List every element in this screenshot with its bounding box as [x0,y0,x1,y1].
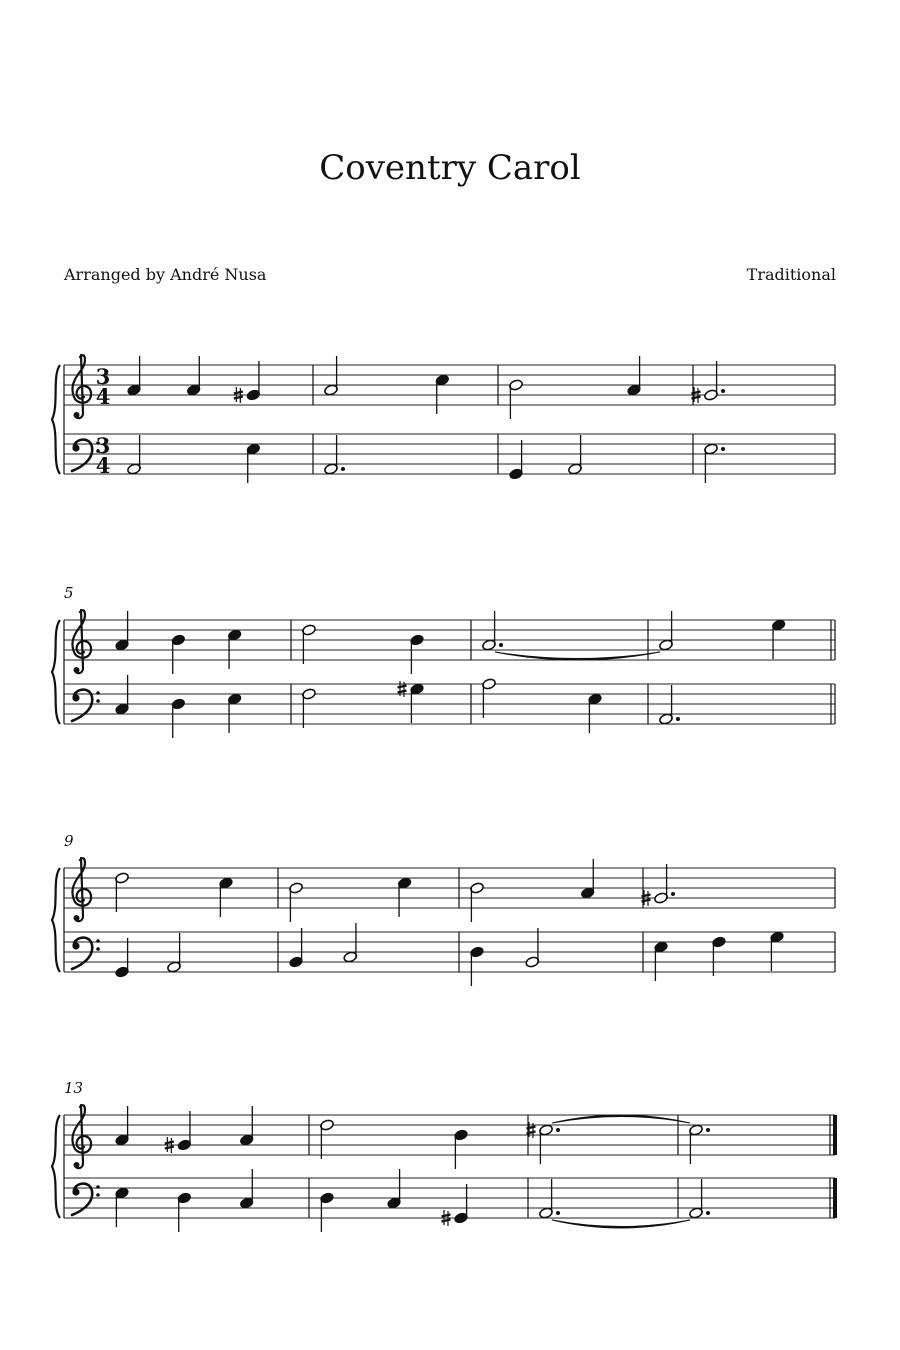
augmentation-dot [721,389,725,393]
final-barline [833,1115,837,1155]
arranger-credit: Arranged by André Nusa [64,265,267,284]
augmentation-dot [706,1128,710,1132]
time-signature-bottom: 4 [95,453,111,478]
treble-clef-icon [72,1105,91,1168]
tie [552,1115,690,1123]
augmentation-dot [706,1211,710,1215]
augmentation-dot [676,717,680,721]
measure-number: 13 [64,1079,84,1097]
brace [52,365,60,474]
tie [552,1220,690,1228]
treble-clef-icon [72,610,91,673]
title: Coventry Carol [319,148,581,188]
time-signature-top: 3 [95,364,111,389]
final-barline [833,1178,837,1218]
time-signature-top: 3 [95,433,111,458]
augmentation-dot [341,467,345,471]
tie [495,652,660,660]
composer-credit: Traditional [746,265,836,284]
brace [52,1115,60,1218]
treble-clef-icon [72,355,91,418]
augmentation-dot [556,1128,560,1132]
treble-clef-icon [72,858,91,921]
sharp-icon [398,681,407,697]
brace [52,868,60,972]
measure-number: 9 [64,832,74,850]
augmentation-dot [556,1211,560,1215]
augmentation-dot [671,892,675,896]
augmentation-dot [499,643,503,647]
augmentation-dot [721,447,725,451]
brace [52,620,60,724]
time-signature-bottom: 4 [95,384,111,409]
measure-number: 5 [64,584,74,602]
